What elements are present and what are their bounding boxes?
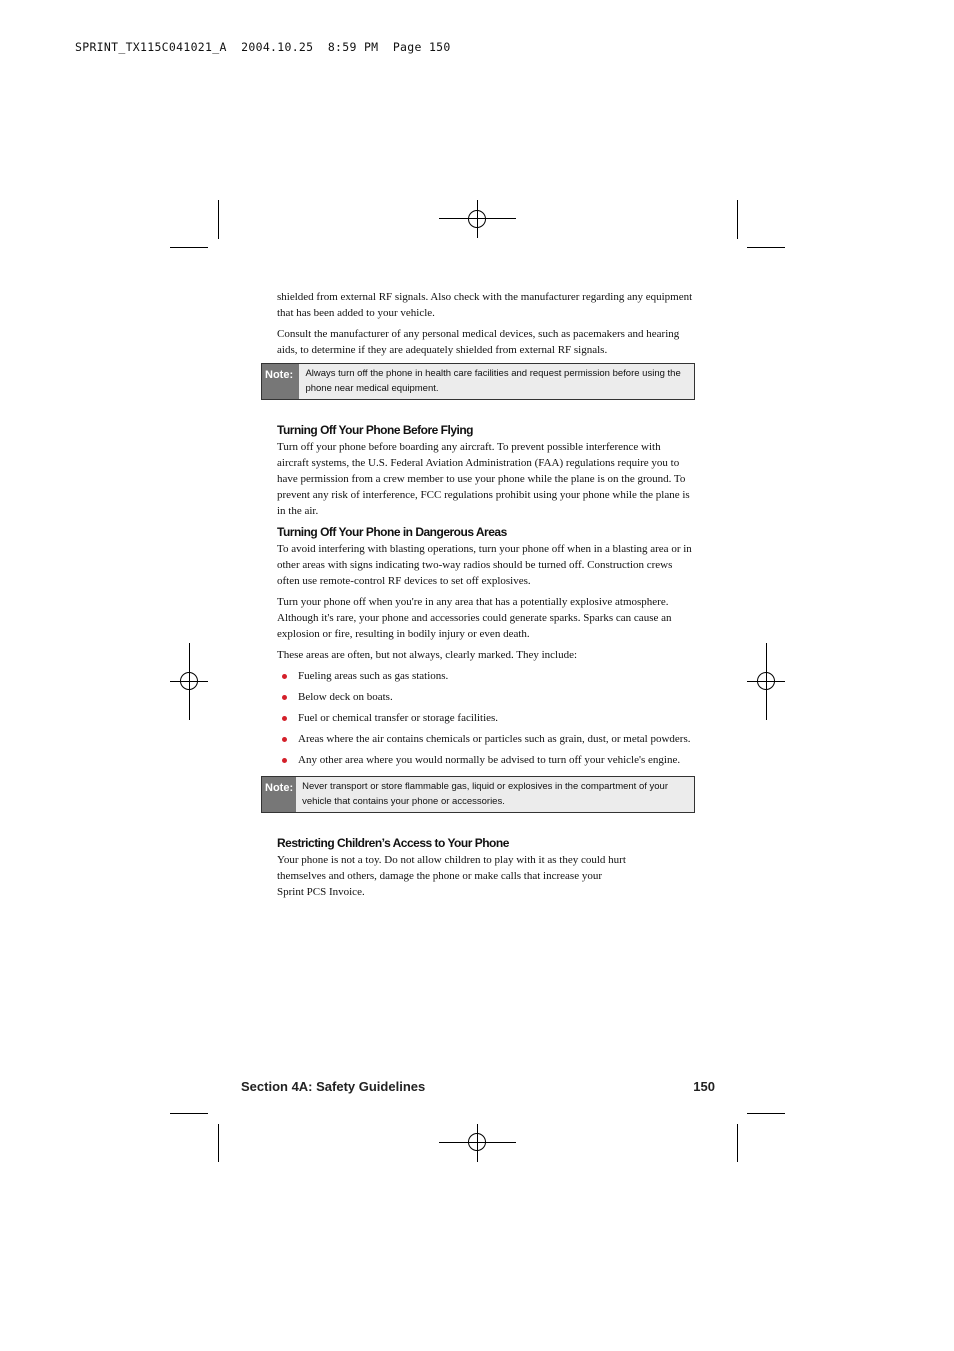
list-item: Fuel or chemical transfer or storage facilities. [277, 710, 695, 726]
dangerous-paragraph-2: Turn your phone off when you're in any area that has a potentially explosive atmosphere. Although it's rare, your phone and accessories could generate sparks. Sparks can cause an explosion or fire, resulting in bodily injury or even death. [277, 596, 672, 640]
note-box-flammable [261, 776, 695, 813]
note-label: Note: [262, 777, 296, 812]
list-item: Below deck on boats. [277, 689, 695, 705]
intro-paragraph-1: shielded from external RF signals. Also check with the manufacturer regarding any equipment that has been added to your vehicle. [277, 291, 693, 319]
print-slug: SPRINT_TX115C041021_A 2004.10.25 8:59 PM Page 150 [75, 40, 451, 54]
bullet-icon [282, 758, 287, 763]
heading-children-access: Restricting Children’s Access to Your Phone [277, 836, 509, 850]
dangerous-paragraph-3: These areas are often, but not always, clearly marked. They include: [277, 649, 578, 661]
intro-paragraph-2: Consult the manufacturer of any personal medical devices, such as pacemakers and hearing aids, to determine if they are adequately shielded from external RF signals. [277, 328, 680, 356]
list-item: Any other area where you would normally be advised to turn off your vehicle's engine. [277, 752, 695, 768]
children-paragraph: Your phone is not a toy. Do not allow children to play with it as they could hurt themselves and others, damage the phone or make calls that increase your Sprint PCS Invoice. [277, 854, 626, 898]
bullet-icon [282, 716, 287, 721]
list-item: Fueling areas such as gas stations. [277, 668, 695, 684]
note-box-medical [261, 363, 695, 400]
note-text: Never transport or store flammable gas, liquid or explosives in the compartment of your vehicle that contains your phone or accessories. [302, 781, 668, 807]
page-footer [241, 1079, 715, 1094]
heading-flying: Turning Off Your Phone Before Flying [277, 423, 473, 437]
footer-section-title: Section 4A: Safety Guidelines [241, 1079, 426, 1094]
list-item: Areas where the air contains chemicals or particles such as grain, dust, or metal powders. [277, 731, 695, 747]
bullet-icon [282, 737, 287, 742]
dangerous-areas-list [277, 668, 695, 768]
heading-dangerous-areas: Turning Off Your Phone in Dangerous Areas [277, 525, 507, 539]
note-text: Always turn off the phone in health care facilities and request permission before using the phone near medical equipment. [305, 368, 681, 394]
bullet-icon [282, 695, 287, 700]
flying-paragraph: Turn off your phone before boarding any aircraft. To prevent possible interference with aircraft systems, the U.S. Federal Aviation Administration (FAA) regulations require you to have permission from a crew member to use your phone while the plane is on the ground. To prevent any risk of interference, FCC regulations prohibit using your phone while the plane is in the air. [277, 441, 690, 517]
page-content [265, 289, 695, 905]
bullet-icon [282, 674, 287, 679]
page-number: 150 [693, 1079, 715, 1094]
note-label: Note: [262, 364, 299, 399]
dangerous-paragraph-1: To avoid interfering with blasting operations, turn your phone off when in a blasting area or in other areas with signs indicating two-way radios should be turned off. Construction crews often use remote-control RF devices to set off explosives. [277, 543, 692, 587]
